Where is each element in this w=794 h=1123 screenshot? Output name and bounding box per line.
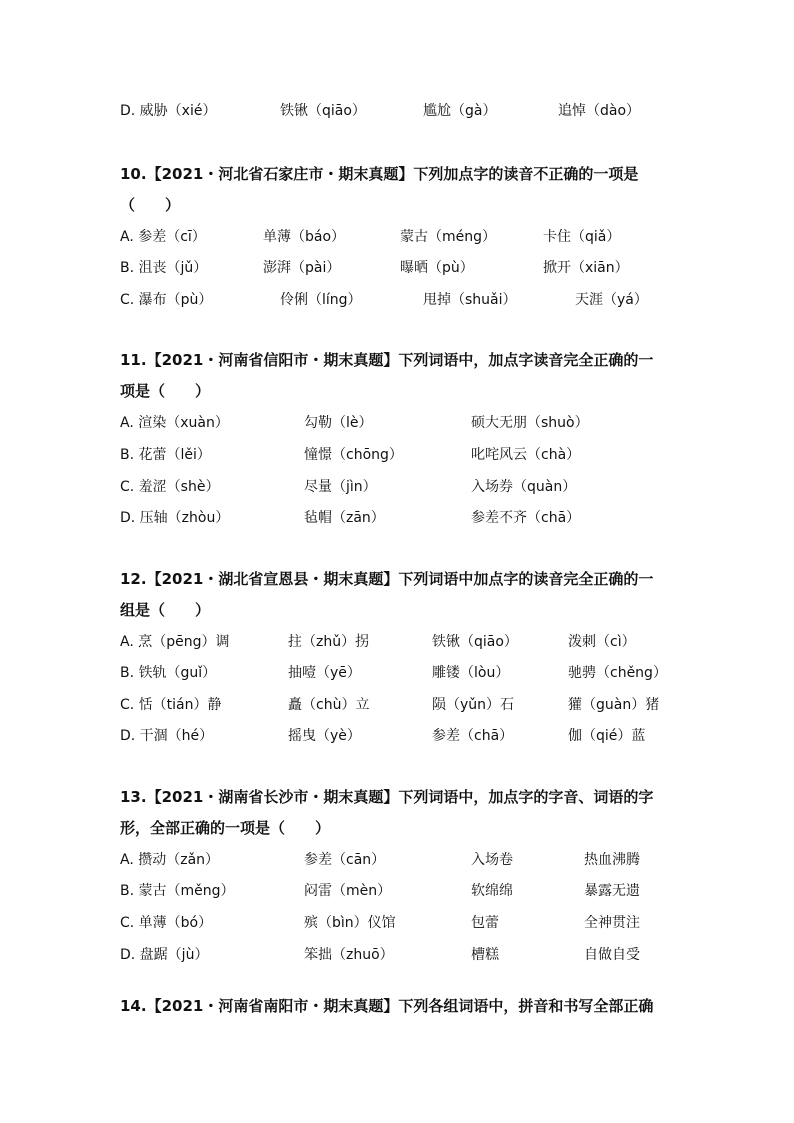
q11-b-word-3: 叱咤风云（chà） — [471, 447, 581, 463]
q10-a-word-3: 蒙古（méng） — [400, 229, 497, 245]
q12-a-word-4: 泼刺（cì） — [568, 634, 636, 650]
q12-a-word-3: 铁锹（qiāo） — [432, 634, 518, 650]
q13-c-word-1: C. 单薄（bó） — [120, 915, 213, 931]
q10-a-word-4: 卡住（qiǎ） — [543, 229, 621, 245]
q13-c-word-3: 包蕾 — [471, 915, 499, 931]
q11-a-word-3: 硕大无朋（shuò） — [471, 415, 589, 431]
q10-c-word-1: C. 瀑布（pù） — [120, 292, 213, 308]
q12-option-b[interactable] — [0, 661, 794, 685]
q13-c-word-2: 殡（bìn）仪馆 — [304, 915, 396, 931]
q11-c-word-1: C. 羞涩（shè） — [120, 479, 220, 495]
q12-a-word-2: 拄（zhǔ）拐 — [288, 634, 370, 650]
q13-b-word-4: 暴露无遗 — [584, 883, 640, 899]
q10-c-word-3: 甩掉（shuǎi） — [423, 292, 517, 308]
q11-d-word-3: 参差不齐（chā） — [471, 510, 581, 526]
q13-a-word-1: A. 攒动（zǎn） — [120, 852, 220, 868]
q9-d-word-1: D. 威胁（xié） — [120, 103, 217, 119]
q11-option-b[interactable] — [0, 443, 794, 467]
q13-stem-line-1: 13.【2021・湖南省长沙市・期末真题】下列词语中，加点字的字音、词语的字 — [120, 788, 654, 806]
q11-a-word-1: A. 渲染（xuàn） — [120, 415, 229, 431]
q12-b-word-1: B. 铁轨（guǐ） — [120, 665, 217, 681]
q13-option-c[interactable] — [0, 911, 794, 935]
q10-b-word-4: 掀开（xiān） — [543, 260, 629, 276]
q11-b-word-1: B. 花蕾（lěi） — [120, 447, 211, 463]
q12-option-a[interactable] — [0, 630, 794, 654]
q11-stem-line-2: 项是（ ） — [120, 382, 211, 400]
q10-c-word-4: 天涯（yá） — [575, 292, 648, 308]
q10-stem-line-2: （ ） — [120, 196, 181, 214]
q11-d-word-1: D. 压轴（zhòu） — [120, 510, 230, 526]
q13-d-word-2: 笨拙（zhuō） — [304, 947, 394, 963]
q13-d-word-1: D. 盘踞（jù） — [120, 947, 209, 963]
q12-d-word-4: 伽（qié）蓝 — [568, 728, 646, 744]
q11-option-d[interactable] — [0, 506, 794, 530]
q9-d-word-3: 尴尬（gà） — [423, 103, 497, 119]
q12-option-c[interactable] — [0, 693, 794, 717]
q13-b-word-3: 软绵绵 — [471, 883, 513, 899]
q12-b-word-4: 驰骋（chěng） — [568, 665, 667, 681]
q12-c-word-1: C. 恬（tián）静 — [120, 697, 222, 713]
q13-b-word-1: B. 蒙古（měng） — [120, 883, 235, 899]
q11-c-word-2: 尽量（jìn） — [304, 479, 377, 495]
q12-option-d[interactable] — [0, 724, 794, 748]
q11-stem-line-1: 11.【2021・河南省信阳市・期末真题】下列词语中，加点字读音完全正确的一 — [120, 351, 654, 369]
q12-a-word-1: A. 烹（pēng）调 — [120, 634, 230, 650]
q12-b-word-3: 雕镂（lòu） — [432, 665, 510, 681]
q14-stem-line-1: 14.【2021・河南省南阳市・期末真题】下列各组词语中，拼音和书写全部正确 — [120, 997, 654, 1015]
q10-b-word-3: 曝晒（pù） — [400, 260, 474, 276]
q11-option-a[interactable] — [0, 411, 794, 435]
q12-c-word-2: 矗（chù）立 — [288, 697, 370, 713]
q10-option-b[interactable] — [0, 256, 794, 280]
q9-d-word-4: 追悼（dào） — [558, 103, 641, 119]
q13-d-word-3: 槽糕 — [471, 947, 499, 963]
q10-a-word-2: 单薄（báo） — [263, 229, 346, 245]
q11-a-word-2: 勾勒（lè） — [304, 415, 373, 431]
q11-c-word-3: 入场券（quàn） — [471, 479, 577, 495]
q12-stem-line-2: 组是（ ） — [120, 601, 211, 619]
q12-b-word-2: 抽噎（yē） — [288, 665, 361, 681]
q12-stem-line-1: 12.【2021・湖北省宣恩县・期末真题】下列词语中加点字的读音完全正确的一 — [120, 570, 654, 588]
q11-option-c[interactable] — [0, 475, 794, 499]
q10-c-word-2: 伶俐（líng） — [280, 292, 362, 308]
q10-b-word-1: B. 沮丧（jǔ） — [120, 260, 208, 276]
q10-option-a[interactable] — [0, 225, 794, 249]
q13-a-word-4: 热血沸腾 — [584, 852, 640, 868]
q10-a-word-1: A. 参差（cī） — [120, 229, 206, 245]
q12-c-word-4: 獾（guàn）猪 — [568, 697, 660, 713]
q13-option-d[interactable] — [0, 943, 794, 967]
q12-d-word-3: 参差（chā） — [432, 728, 514, 744]
q10-option-c[interactable] — [0, 288, 794, 312]
q9-d-word-2: 铁锹（qiāo） — [280, 103, 366, 119]
q11-b-word-2: 憧憬（chōng） — [304, 447, 403, 463]
q9-option-d[interactable] — [0, 99, 794, 123]
q13-a-word-3: 入场卷 — [471, 852, 513, 868]
q13-b-word-2: 闷雷（mèn） — [304, 883, 392, 899]
q13-option-b[interactable] — [0, 879, 794, 903]
q13-stem-line-2: 形，全部正确的一项是（ ） — [120, 819, 331, 837]
q13-c-word-4: 全神贯注 — [584, 915, 640, 931]
q11-d-word-2: 毡帽（zān） — [304, 510, 385, 526]
q12-d-word-2: 摇曳（yè） — [288, 728, 361, 744]
q12-c-word-3: 陨（yǔn）石 — [432, 697, 515, 713]
q13-a-word-2: 参差（cān） — [304, 852, 386, 868]
q13-d-word-4: 自做自受 — [584, 947, 640, 963]
q10-stem-line-1: 10.【2021・河北省石家庄市・期末真题】下列加点字的读音不正确的一项是 — [120, 165, 639, 183]
q13-option-a[interactable] — [0, 848, 794, 872]
q10-b-word-2: 澎湃（pài） — [263, 260, 341, 276]
q12-d-word-1: D. 干涸（hé） — [120, 728, 214, 744]
